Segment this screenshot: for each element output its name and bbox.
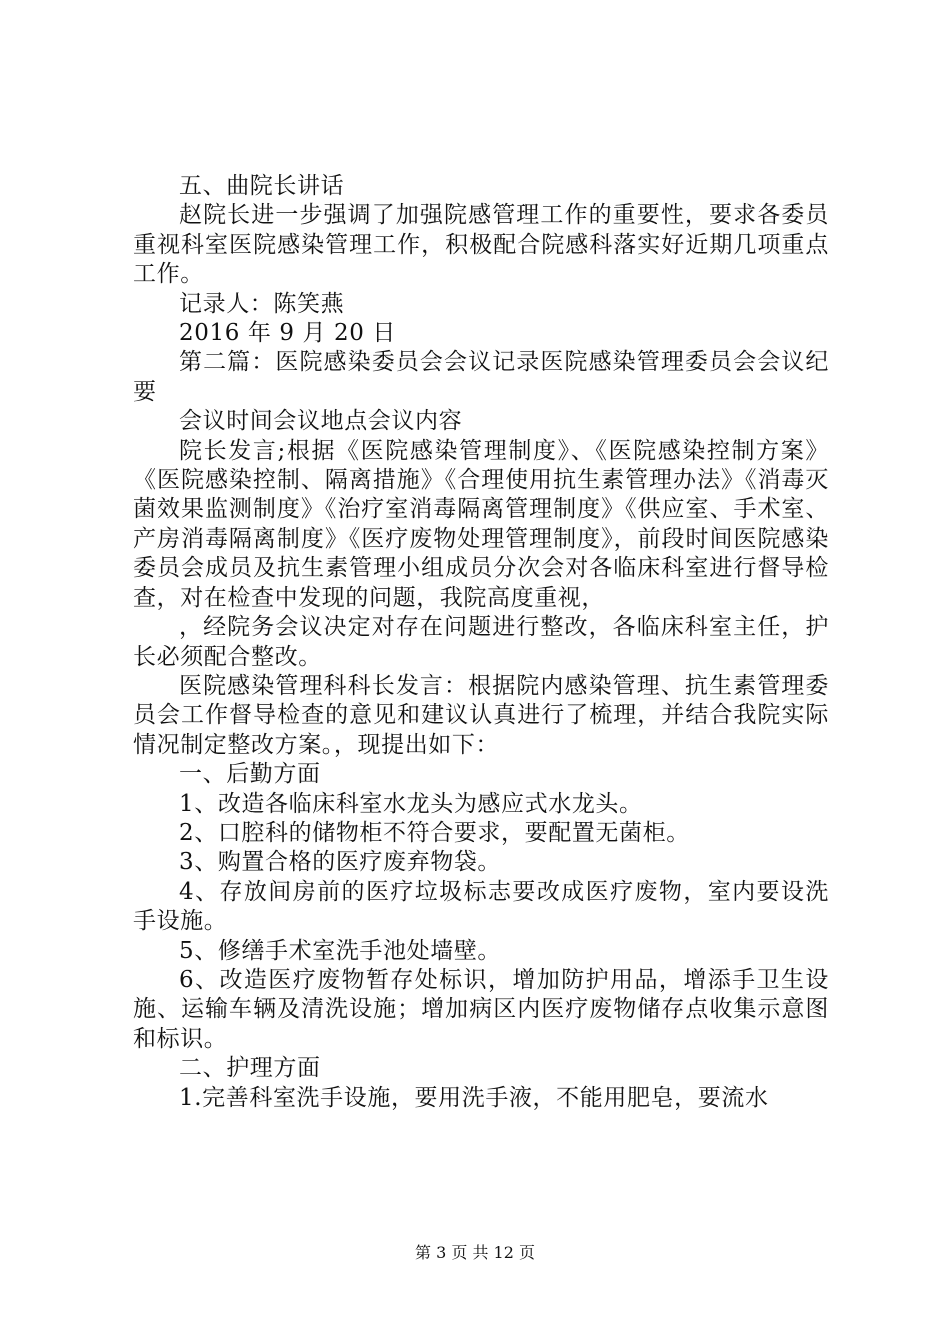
list-item: 2、口腔科的储物柜不符合要求，要配置无菌柜。	[179, 819, 690, 846]
chapter-title: 第二篇：医院感染委员会会议记录医院感染管理委员会会议纪要	[133, 349, 829, 405]
document-body	[133, 172, 829, 1113]
paragraph: 院长发言;根据《医院感染管理制度》、《医院感染控制方案》《医院感染控制、隔离措施》《合理使用抗生素管理办法》《消毒灭菌效果监测制度》《治疗室消毒隔离管理制度》《供应室、手术室、产房消毒隔离制度》《医疗废物处理管理制度》，前段时间医院感染委员会成员及抗生素管理小组成员分次会对各临床科室进行督导检查，对在检查中发现的问题，我院高度重视，	[133, 437, 829, 611]
section-heading: 一、后勤方面	[179, 761, 321, 788]
list-item: 1.完善科室洗手设施，要用洗手液，不能用肥皂，要流水	[179, 1084, 769, 1111]
recorder-line: 记录人：陈笑燕	[179, 290, 345, 317]
list-item: 1、改造各临床科室水龙头为感应式水龙头。	[179, 790, 643, 817]
section-heading: 五、曲院长讲话	[179, 173, 345, 199]
list-item: 4、存放间房前的医疗垃圾标志要改成医疗废物，室内要设洗手设施。	[133, 878, 829, 935]
paragraph: ，经院务会议决定对存在问题进行整改，各临床科室主任，护长必须配合整改。	[133, 614, 829, 670]
paragraph: 医院感染管理科科长发言：根据院内感染管理、抗生素管理委员会工作督导检查的意见和建议认真进行了梳理，并结合我院实际情况制定整改方案。，现提出如下：	[133, 672, 829, 758]
list-item: 5、修缮手术室洗手池处墙壁。	[179, 937, 502, 964]
date-line: 2016 年 9 月 20 日	[179, 320, 396, 347]
paragraph: 赵院长进一步强调了加强院感管理工作的重要性，要求各委员重视科室医院感染管理工作，积极配合院感科落实好近期几项重点工作。	[133, 202, 829, 288]
paragraph: 会议时间会议地点会议内容	[179, 408, 463, 435]
section-heading: 二、护理方面	[179, 1055, 321, 1082]
page-footer: 第 3 页 共 12 页	[415, 1243, 535, 1262]
list-item: 3、购置合格的医疗废弃物袋。	[179, 849, 502, 876]
list-item: 6、改造医疗废物暂存处标识，增加防护用品，增添手卫生设施、运输车辆及清洗设施；增加病区内医疗废物储存点收集示意图和标识。	[133, 966, 829, 1052]
